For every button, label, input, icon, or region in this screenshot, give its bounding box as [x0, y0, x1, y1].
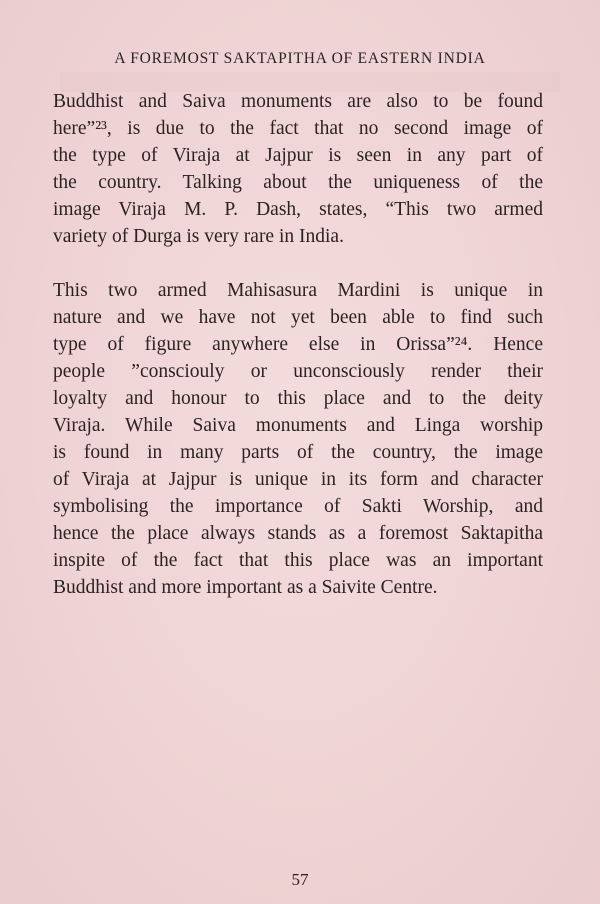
text-line: of Viraja at Jajpur is unique in its form and character	[53, 469, 543, 490]
text-line: the type of Viraja at Jajpur is seen in any part of	[53, 145, 543, 166]
text-line: Buddhist and more important as a Saivite Centre.	[53, 577, 438, 598]
paragraph-2	[53, 277, 543, 601]
text-line: This two armed Mahisasura Mardini is unique in	[53, 280, 543, 301]
text-line: type of figure anywhere else in Orissa”²⁴. Hence	[53, 334, 543, 355]
text-line: Viraja. While Saiva monuments and Linga worship	[53, 415, 543, 436]
text-line: nature and we have not yet been able to find such	[53, 307, 543, 328]
text-line: here”²³, is due to the fact that no second image of	[53, 118, 543, 139]
text-line: hence the place always stands as a foremost Saktapitha	[53, 523, 543, 544]
text-line: is found in many parts of the country, the image	[53, 442, 543, 463]
text-line: Buddhist and Saiva monuments are also to be found	[53, 91, 543, 112]
text-line: inspite of the fact that this place was an important	[53, 550, 543, 571]
running-head: A FOREMOST SAKTAPITHA OF EASTERN INDIA	[114, 50, 486, 67]
text-line: the country. Talking about the uniqueness of the	[53, 172, 543, 193]
paragraph-1	[53, 88, 543, 250]
text-line: symbolising the importance of Sakti Worship, and	[53, 496, 543, 517]
text-line: image Viraja M. P. Dash, states, “This two armed	[53, 199, 543, 220]
text-line: variety of Durga is very rare in India.	[53, 226, 344, 247]
text-line: people ”consciouly or unconsciously render their	[53, 361, 543, 382]
page-number: 57	[291, 870, 309, 889]
text-line: loyalty and honour to this place and to the deity	[53, 388, 543, 409]
